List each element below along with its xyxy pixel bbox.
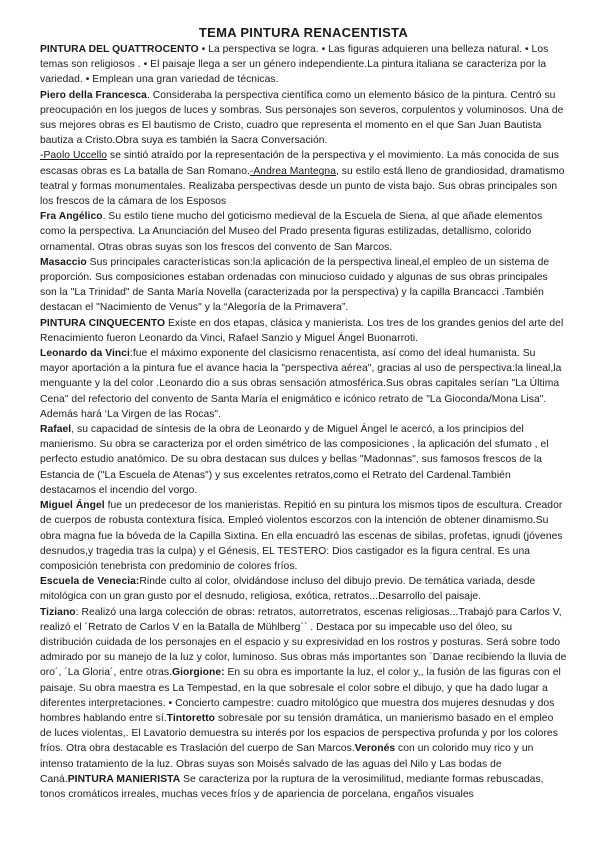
text-rafael: , su capacidad de síntesis de la obra de Leonardo y de Miguel Ángel le acercó, a los principios del manierismo. Su obra se caracteriza por el orden simétrico de las composiciones , la aplicación del sfumato , el perfecto estudio anatómico. De su obra destacan sus dulces y bellas "Madonnas", sus famosos frescos de la Estancia de ("La Escuela de Atenas") y sus excelentes retratos,como el Retrato del Cardenal.También destacamos el incendio del vorgo. (40, 424, 549, 496)
heading-tiziano: Tiziano (40, 606, 76, 618)
heading-giorgione: Giorgione: (172, 667, 225, 679)
text-piero: . Consideraba la perspectiva científica como un elemento básico de la pintura. Centró su preocupación en los juegos de luces y sombras. Sus personajes son severos, corpulentos y voluminosos. Una de sus mejores obras es El bautismo de Cristo, cuadro que representa el momento en el que San Juan Bautista bautiza a Cristo.Obra suya es también la Sacra Conversación. (40, 89, 564, 147)
text-masaccio: Sus principales características son:la aplicación de la perspectiva lineal,el empleo de un sistema de proporción. Sus composiciones estaban ordenadas con minucioso cuidado y algunas de sus obras principales son la "La Trinidad" de Santa María Novella (caracterizada por la perspectiva) y la capilla Brancacci .También destacan el "Nacimiento de Venus" y la “Alegoría de la Primavera”. (40, 256, 550, 314)
paragraph-miguel-angel (40, 498, 567, 574)
heading-masaccio: Masaccio (40, 256, 87, 268)
text-mantegna: , su estilo está lleno de grandiosidad, dramatismo teatral y formas monumentales. Realizaba perspectivas desde un punto de vista bajo. Sus obras principales son los frescos de la cámara de los Esposos (40, 165, 565, 208)
text-giorgione: En su obra es importante la luz, el color y,, la fusión de las figuras con el paisaje. Su obra maestra es La Tempestad, en la que sobresale el color sobre el dibujo, y que ha dado lugar a diferentes interpretaciones. • Concierto campestre: cuadro mitológico que muestra dos mujeres desnudas y dos hombres hablando entre sí. (40, 667, 561, 724)
heading-leonardo: Leonardo da Vinci (40, 348, 130, 360)
paragraph-fra-angelico (40, 209, 567, 255)
heading-mantegna: -Andrea Mantegna (249, 165, 336, 177)
heading-uccello: -Paolo Uccello (40, 150, 108, 162)
heading-cinquecento: PINTURA CINQUECENTO (40, 317, 166, 329)
paragraph-quattrocento (40, 42, 567, 88)
page-title: TEMA PINTURA RENACENTISTA (198, 25, 409, 40)
text-leonardo: :fue el máximo exponente del clasicismo renacentista, así como del ideal humanista. Su mayor aportación a la pintura fue el avance hacia la "perspectiva aérea", gracias al uso de perspectiva:la lineal,la menguante y la del color .Leonardo dio a sus obras sensación atmosférica.Sus obras capitales serían "La Última Cena" del refectorio del convento de Santa María el enigmático e icónico retrato de "La Gioconda/Mona Lisa". Además hará ‘La Virgen de las Rocas". (40, 348, 562, 420)
paragraph-uccello-mantegna (40, 148, 567, 209)
paragraph-masaccio (40, 255, 567, 316)
heading-rafael: Rafael (40, 424, 72, 436)
text-miguel-angel: fue un predecesor de los manieristas. Repitió en su pintura los mismos tipos de escultura. Creador de cuerpos de robusta contextura física. Empleó violentos escorzos con la intención de obtener dinamismo.Su obra magna fue la bóveda de la Capilla Sixtina. En ella encuadró las escenas de sibilas, profetas, ignudi (jóvenes desnudos,y tragedia tras la culpa) y el Génesis, EL TESTERO: Dios castigador es la figura central. Es una composición tenebrista con predominio de colores fríos. (40, 500, 563, 572)
document-page (40, 24, 567, 802)
text-tiziano: : Realizó una larga colección de obras: retratos, autorretratos, escenas religiosas...Trabajó para Carlos V, realizó el ´Retrato de Carlos V en la Batalla de Mühlberg`` . Destaca por su impecable uso del óleo, su distribución cuidada de los personajes en el espacio y su expresividad en los rostros y posturas. Será sobre todo admirado por su manejo de la luz y color, luminoso. Sus obras más importantes son ´Danae recibiendo la lluvia de oro´, ´La Gloria´, entre otras. (40, 606, 567, 679)
text-tintoretto: sobresale por su tensión dramática, un manierismo basado en el empleo de luces violentas,. El Lavatorio demuestra su interés por los espacios de perspectiva profunda y por los colores fríos. Otra obra destacable es Traslación del cuerpo de San Marcos. (40, 712, 558, 755)
heading-piero: Piero della Francesca (40, 89, 147, 101)
heading-miguel-angel: Miguel Ángel (40, 500, 105, 512)
text-verones: con un colorido muy rico y un intenso tratamiento de la luz. Obras suyas son Moisés salvado de las aguas del Nilo y Las bodas de Caná. (40, 743, 534, 785)
heading-verones: Veronés (354, 743, 396, 755)
text-uccello: se sintió atraído por la representación de la perspectiva y el movimiento. La más conocida de sus escasas obras es La batalla de San Romano. (40, 150, 560, 177)
heading-tintoretto: Tintoretto (166, 712, 216, 724)
text-cinquecento: Existe en dos etapas, clásica y manierista. Los tres de los grandes genios del arte del Renacimiento fueron Leonardo da Vinci, Rafael Sanzio y Miguel Ángel Buonarroti. (40, 317, 564, 344)
paragraph-leonardo (40, 346, 567, 422)
heading-quattrocento: PINTURA DEL QUATTROCENTO (40, 44, 199, 55)
paragraph-rafael (40, 422, 567, 498)
paragraph-tiziano (40, 605, 567, 803)
paragraph-piero (40, 88, 567, 149)
heading-manierista: PINTURA MANIERISTA (67, 773, 181, 785)
paragraph-venecia (40, 574, 567, 604)
heading-venecia: Escuela de Venecia: (40, 576, 140, 588)
text-fra-angelico: . Su estilo tiene mucho del goticismo medieval de la Escuela de Siena, al que añade elementos como la perspectiva. La Anunciación del Museo del Prado presenta figuras estilizadas, detallismo, colorido ornamental. Otras obras suyas son los frescos del convento de San Marcos. (40, 211, 543, 253)
heading-fra-angelico: Fra Angélico (40, 211, 103, 223)
text-manierista: Se caracteriza por la ruptura de la verosimilitud, mediante formas rebuscadas, tonos cromáticos irreales, muchas veces fríos y de apariencia de porcelana, engaños visuales (40, 773, 544, 800)
paragraph-cinquecento (40, 316, 567, 346)
text-venecia: Rinde culto al color, olvidándose incluso del dibujo previo. De temática variada, desde mitológica con un gran gusto por el desnudo, religiosa, exótica, retratos...Desarrollo del paisaje. (40, 576, 536, 603)
text-quattrocento: • La perspectiva se logra. • Las figuras adquieren una belleza natural. • Los temas son religiosos . • El paisaje llega a ser un género independiente.La pintura italiana se caracteriza por la variedad. • Emplean una gran variedad de técnicas. (40, 44, 549, 86)
